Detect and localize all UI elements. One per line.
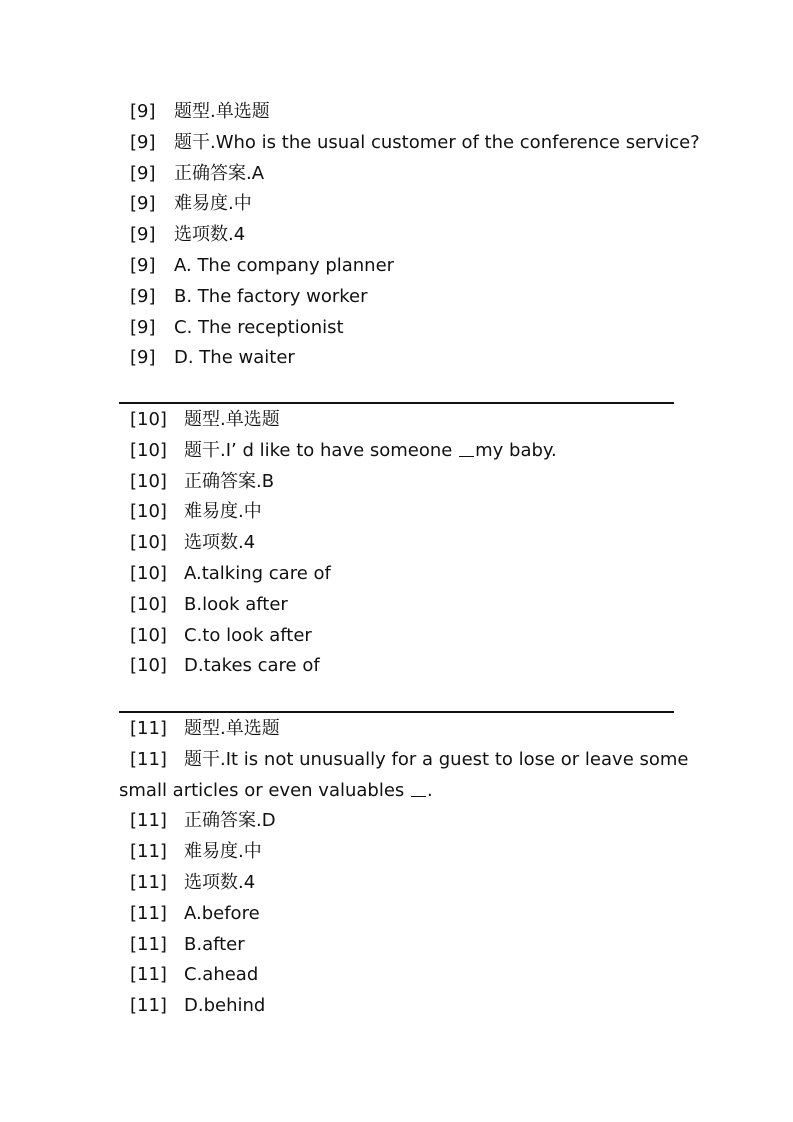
- q11-difficulty-line: [119, 837, 674, 868]
- q11-answer: 正确答案.D: [184, 810, 276, 832]
- q9-option-a-line: [119, 251, 674, 282]
- q10-option-d: D.takes care of: [184, 655, 320, 677]
- q9-type: 题型.单选题: [174, 101, 270, 122]
- q9-option-count-line: [119, 220, 674, 251]
- q9-option-a: A. The company planner: [174, 254, 395, 276]
- q11-stem-second-line: [119, 776, 674, 807]
- q10-tag: [10]: [130, 470, 167, 492]
- q11-tag: [11]: [130, 718, 167, 739]
- separator-rule: [119, 711, 674, 713]
- q10-tag: [10]: [130, 439, 167, 461]
- q11-stem-first-line: [119, 745, 689, 776]
- q11-option-b-line: [119, 930, 674, 961]
- q10-stem-before: 题干.I’ d like to have someone: [184, 439, 459, 461]
- separator-rule: [119, 402, 674, 404]
- q10-stem-after: my baby.: [475, 439, 557, 461]
- q11-stem-line2-after: .: [427, 779, 433, 801]
- q11-tag: [11]: [130, 810, 167, 832]
- q11-type: 题型.单选题: [184, 718, 280, 739]
- q9-option-d: D. The waiter: [174, 347, 295, 369]
- q11-option-d: D.behind: [184, 995, 266, 1017]
- q11-stem-paragraph: [119, 745, 689, 807]
- q11-tag: [11]: [130, 748, 167, 770]
- q9-stem-line: [119, 128, 700, 159]
- q11-option-b: B.after: [184, 933, 245, 955]
- q9-option-c-line: [119, 313, 674, 344]
- q11-tag: [11]: [130, 902, 167, 924]
- q10-option-count-line: [119, 528, 674, 559]
- q10-option-b-line: [119, 590, 674, 621]
- q10-tag: [10]: [130, 655, 167, 677]
- q11-stem-line2-before: small articles or even valuables: [119, 779, 411, 801]
- q11-tag: [11]: [130, 841, 167, 863]
- q9-option-b: B. The factory worker: [174, 285, 368, 307]
- q9-tag: [9]: [130, 285, 156, 307]
- q10-difficulty: 难易度.中: [184, 501, 262, 523]
- q11-option-count: 选项数.4: [184, 871, 256, 893]
- q10-tag: [10]: [130, 593, 167, 615]
- q10-tag: [10]: [130, 501, 167, 523]
- q9-tag: [9]: [130, 316, 156, 338]
- q11-tag: [11]: [130, 871, 167, 893]
- q10-stem: [184, 436, 557, 467]
- q10-option-c-line: [119, 621, 674, 652]
- q11-option-c: C.ahead: [184, 964, 259, 986]
- q9-option-d-line: [119, 343, 674, 374]
- q9-type-line: [119, 97, 674, 128]
- q11-option-a: A.before: [184, 902, 260, 924]
- q9-tag: [9]: [130, 193, 156, 215]
- q9-answer: 正确答案.A: [174, 162, 265, 184]
- q9-difficulty-line: [119, 189, 674, 220]
- q9-tag: [9]: [130, 131, 156, 153]
- q11-type-line: [119, 714, 674, 745]
- q9-answer-line: [119, 159, 674, 190]
- answer-blank: [411, 780, 426, 797]
- q10-option-c: C.to look after: [184, 624, 312, 646]
- q9-option-count: 选项数.4: [174, 224, 246, 246]
- q11-option-a-line: [119, 899, 674, 930]
- q10-option-b: B.look after: [184, 593, 288, 615]
- q9-tag: [9]: [130, 224, 156, 246]
- q9-tag: [9]: [130, 101, 156, 122]
- q10-option-a: A.talking care of: [184, 562, 331, 584]
- q10-stem-line: [119, 436, 674, 467]
- question-10: [119, 405, 674, 682]
- q10-tag: [10]: [130, 562, 167, 584]
- q10-difficulty-line: [119, 497, 674, 528]
- q10-type-line: [119, 405, 674, 436]
- q9-stem: 题干.Who is the usual customer of the conference service?: [174, 131, 700, 153]
- question-9: [119, 97, 700, 374]
- q11-stem-line1: 题干.It is not unusually for a guest to lose or leave some: [184, 748, 689, 770]
- answer-blank: [459, 440, 474, 457]
- q11-answer-line: [119, 806, 674, 837]
- q11-tag: [11]: [130, 933, 167, 955]
- q9-tag: [9]: [130, 254, 156, 276]
- q9-tag: [9]: [130, 347, 156, 369]
- question-11: [119, 714, 689, 1022]
- q11-tag: [11]: [130, 964, 167, 986]
- q11-tag: [11]: [130, 995, 167, 1017]
- q10-option-count: 选项数.4: [184, 532, 256, 554]
- q11-option-c-line: [119, 960, 674, 991]
- q10-tag: [10]: [130, 532, 167, 554]
- q11-difficulty: 难易度.中: [184, 841, 262, 863]
- q9-difficulty: 难易度.中: [174, 193, 252, 215]
- q10-option-a-line: [119, 559, 674, 590]
- q9-option-b-line: [119, 282, 674, 313]
- q10-tag: [10]: [130, 409, 167, 430]
- q10-tag: [10]: [130, 624, 167, 646]
- q9-tag: [9]: [130, 162, 156, 184]
- q10-option-d-line: [119, 651, 674, 682]
- q10-answer: 正确答案.B: [184, 470, 275, 492]
- q10-type: 题型.单选题: [184, 409, 280, 430]
- q9-option-c: C. The receptionist: [174, 316, 344, 338]
- q11-option-d-line: [119, 991, 674, 1022]
- q10-answer-line: [119, 467, 674, 498]
- q11-option-count-line: [119, 868, 674, 899]
